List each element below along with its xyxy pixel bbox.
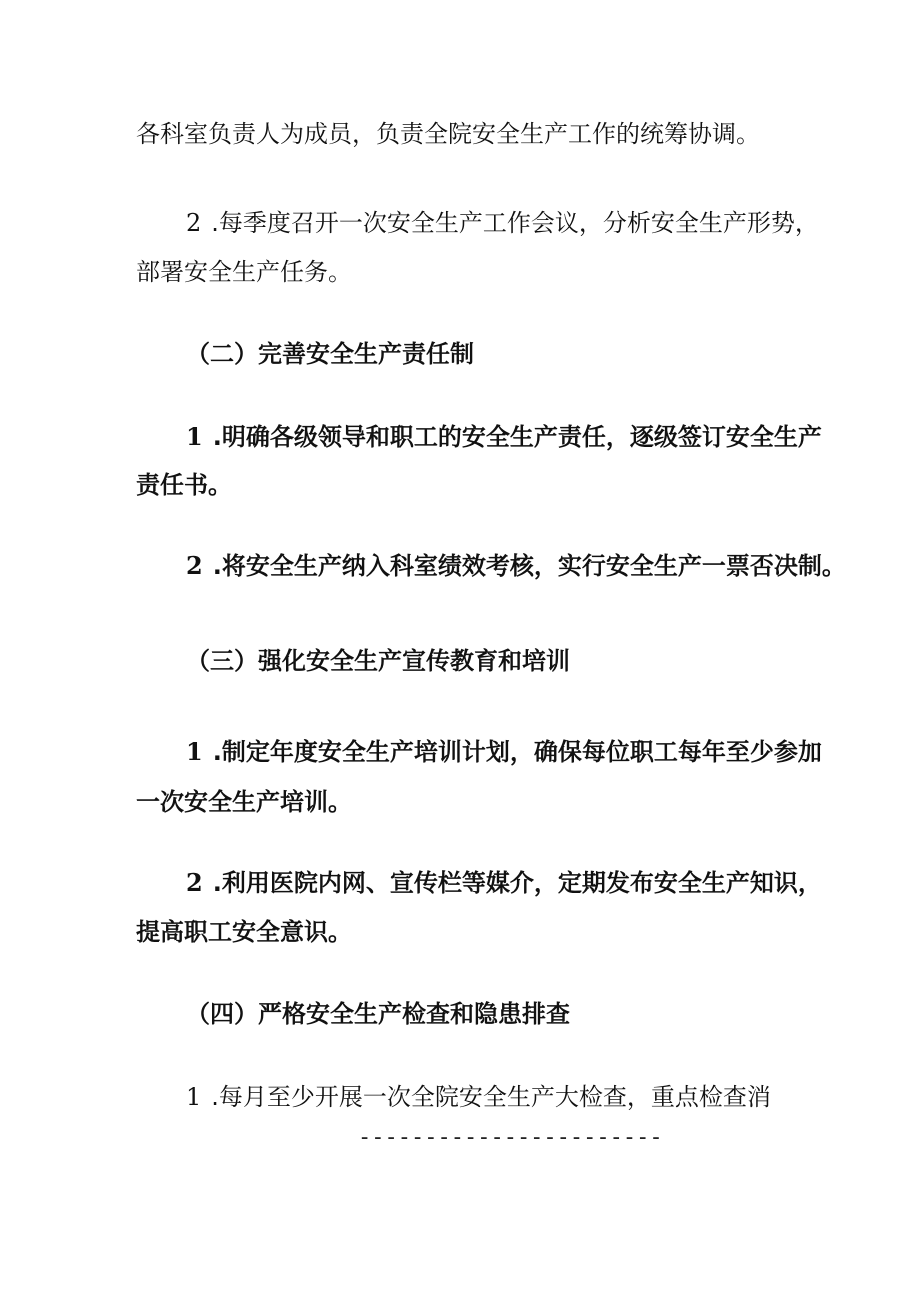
list-number: 2	[186, 551, 203, 580]
text: 一次安全生产培训。	[136, 788, 352, 816]
dashed-separator: -----------------------	[358, 1125, 663, 1150]
paragraph-line	[186, 1081, 771, 1113]
paragraph-line	[136, 916, 352, 948]
list-number: 2	[186, 868, 203, 897]
section-heading	[186, 645, 570, 677]
heading-text: （四）严格安全生产检查和隐患排查	[186, 1000, 570, 1028]
text: 各科室负责人为成员，负责全院安全生产工作的统筹协调。	[136, 120, 760, 148]
list-number: 1	[186, 1083, 202, 1111]
paragraph-line	[186, 736, 822, 768]
section-heading	[186, 338, 474, 370]
list-number: 2	[186, 209, 202, 237]
list-number: 1	[186, 737, 203, 766]
paragraph-line	[136, 786, 352, 818]
section-heading	[186, 998, 570, 1030]
paragraph-line	[186, 867, 822, 899]
text: 部署安全生产任务。	[136, 258, 352, 286]
heading-text: （二）完善安全生产责任制	[186, 340, 474, 368]
paragraph-line	[186, 550, 846, 582]
text: .明确各级领导和职工的安全生产责任，逐级签订安全生产	[212, 423, 822, 451]
text: .将安全生产纳入科室绩效考核，实行安全生产一票否决制。	[212, 552, 846, 580]
list-number: 1	[186, 422, 203, 451]
paragraph-line	[136, 256, 352, 288]
text: 提高职工安全意识。	[136, 918, 352, 946]
paragraph-line	[136, 469, 232, 501]
paragraph-line	[136, 118, 760, 150]
paragraph-line	[186, 207, 819, 239]
text: .利用医院内网、宣传栏等媒介，定期发布安全生产知识，	[212, 869, 822, 897]
heading-text: （三）强化安全生产宣传教育和培训	[186, 647, 570, 675]
text: .每月至少开展一次全院安全生产大检查，重点检查消	[211, 1083, 771, 1111]
paragraph-line	[186, 421, 822, 453]
text: .制定年度安全生产培训计划，确保每位职工每年至少参加	[212, 738, 822, 766]
text: .每季度召开一次安全生产工作会议，分析安全生产形势，	[211, 209, 819, 237]
text: 责任书。	[136, 471, 232, 499]
